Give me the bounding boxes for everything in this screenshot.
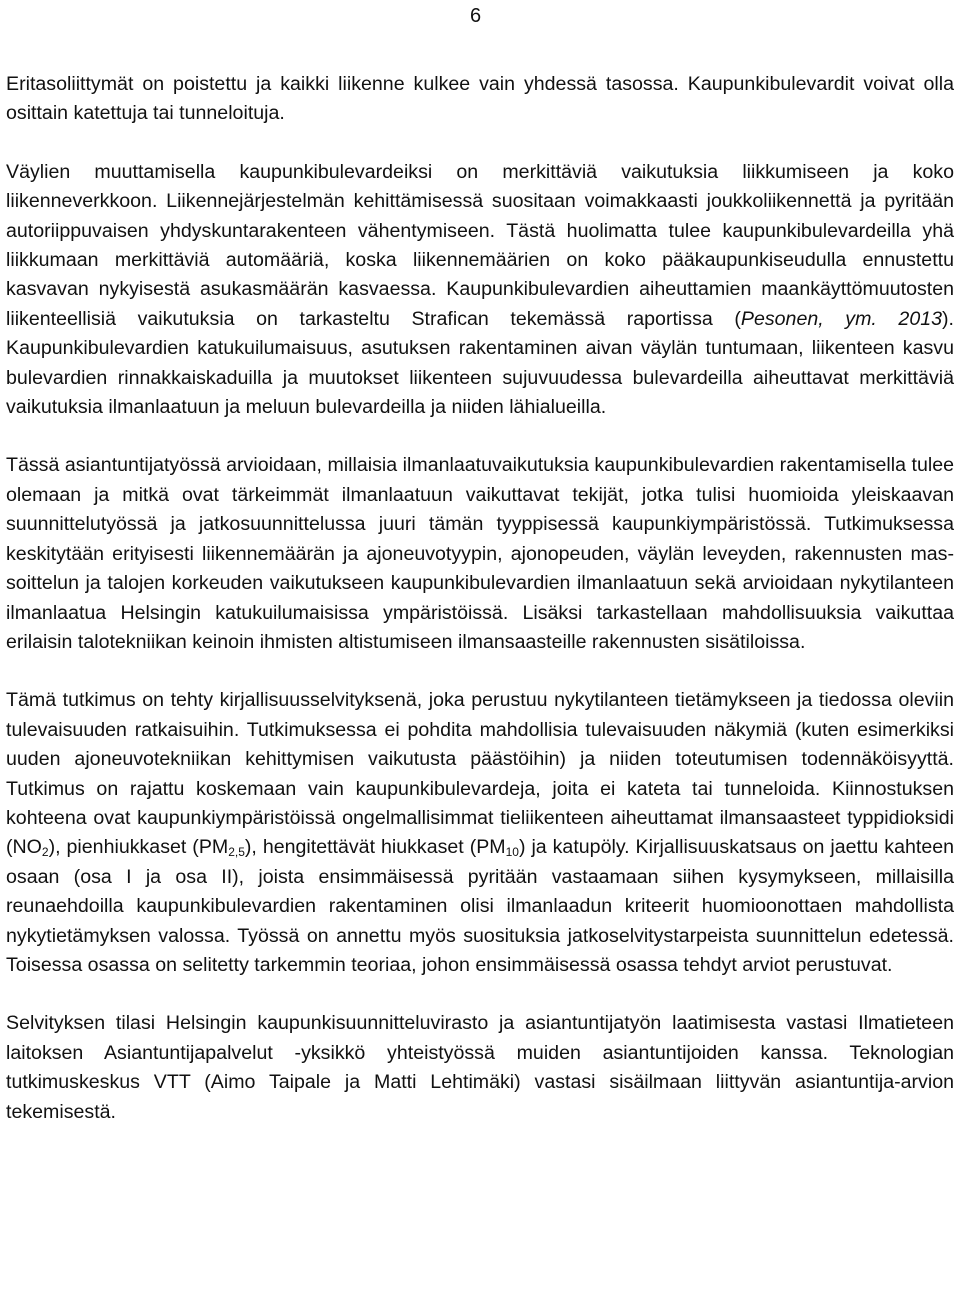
subscript-pm25: 2,5	[228, 845, 245, 860]
document-body	[6, 70, 954, 1127]
paragraph-2	[6, 158, 954, 423]
paragraph-2-text-b: ). Kaupunkibulevardien katukuilumaisuus, asutuksen rakentaminen aivan väylän tuntumaan, liikenteen kasvu bulevardien rinnakkaiskaduilla ja muutokset liikenteen sujuvuudessa bulevardeilla aiheuttavat merkittäviä vaikutuksia ilmanlaatuun ja meluun bulevardeilla ja niiden lähialueilla.	[6, 307, 954, 419]
subscript-no2: 2	[41, 845, 49, 860]
page-number: 6	[470, 5, 482, 27]
subscript-pm10: 10	[505, 845, 519, 860]
paragraph-4-text-b: ), pienhiukkaset (PM	[48, 836, 229, 859]
paragraph-4-text-d: ) ja katupöly. Kirjallisuuskatsaus on jaettu kahteen osaan (osa I ja osa II), joista ensimmäisessä pyritään vastaamaan siihen kysymykseen, millaisilla reunaehdoilla kaupunkibulevardien rakentaminen olisi ilmanlaadun kriteerit huomioonottaen mahdollista nykytietämyksen valossa. Työssä on annettu myös suosituksia jatkoselvitystarpeista suunnittelun edetessä. Toisessa osassa on selitetty tarkemmin teoriaa, johon ensimmäisessä osassa tehdyt arviot perustuvat.	[6, 836, 955, 976]
paragraph-4-text-a: Tämä tutkimus on tehty kirjallisuusselvityksenä, joka perustuu nykytilanteen tietämykseen ja tiedossa oleviin tulevaisuuden ratkaisuihin. Tutkimuksessa ei pohdita mahdollisia tulevaisuuden näkymiä (kuten esimerkiksi uuden ajoneuvotekniikan kehittymisen vaikutusta päästöihin) ja niiden toteutumisen todennäköisyyttä. Tutkimus on rajattu koskemaan vain kaupunkibulevardeja, joita ei kateta tai tunneloida. Kiinnostuksen kohteena ovat kaupunkiympäristöissä ongelmallisimmat tieliikenteen aiheuttamat ilmansaasteet typpidioksidi (NO	[6, 689, 954, 859]
citation-pesonen: Pesonen, ym. 2013	[740, 307, 943, 330]
paragraph-2-text-a: Väylien muuttamisella kaupunkibulevardeiksi on merkittäviä vaikutuksia liikkumiseen ja koko liikenneverkkoon. Liikennejärjestelmän kehittämisessä suositaan voimakkaasti joukkoliikennettä ja pyritään autoriippuvaisen yhdyskuntarakenteen vähentymiseen. Tästä huolimatta tulee kaupunkibulevardeilla yhä liikkumaan merkittäviä automääriä, koska liikennemäärien on koko pääkaupunkiseudulla ennustettu kasvavan nykyisestä asukasmäärän kasvaessa. Kaupunkibulevardien aiheuttamien maankäyttömuutosten liikenteellisiä vaikutuksia on tarkasteltu Strafican tekemässä raportissa (	[6, 160, 954, 330]
paragraph-5: Selvityksen tilasi Helsingin kaupunkisuunnitteluvirasto ja asiantuntijatyön laatimisesta vastasi Ilmatieteen laitoksen Asiantuntijapalvelut -yksikkö yhteistyössä muiden asiantuntijoiden kanssa. Teknologian tutkimuskeskus VTT (Aimo Taipale ja Matti Lehtimäki) vastasi sisäilmaan liittyvän asiantuntija-arvion tekemisestä.	[6, 1012, 954, 1123]
paragraph-4	[6, 686, 954, 980]
paragraph-3: Tässä asiantuntijatyössä arvioidaan, millaisia ilmanlaatuvaikutuksia kaupunkibulevardien rakentamisella tulee olemaan ja mitkä ovat tärkeimmät ilmanlaatuun vaikuttavat tekijät, jotka tulisi huomioida yleiskaavan suunnittelutyössä ja jatkosuunnittelussa juuri tämän tyyppisessä kaupunkiympäristössä. Tutkimuksessa keskitytään erityisesti liikennemäärän ja ajoneuvotyypin, ajonopeuden, väylän leveyden, rakennusten massoittelun ja talojen korkeuden vaikutukseen kaupunkibulevardien ilmanlaatuun sekä arvioidaan nykytilanteen ilmanlaatua Helsingin katukuilumaisissa ympäristöissä. Lisäksi tarkastellaan mahdollisuuksia vaikuttaa erilaisin talotekniikan keinoin ihmisten altistumiseen ilmansaasteille rakennusten sisätiloissa.	[6, 454, 954, 653]
paragraph-1: Eritasoliittymät on poistettu ja kaikki liikenne kulkee vain yhdessä tasossa. Kaupunkibulevardit voivat olla osittain katettuja tai tunneloituja.	[6, 73, 954, 125]
paragraph-4-text-c: ), hengitettävät hiukkaset (PM	[244, 836, 506, 859]
